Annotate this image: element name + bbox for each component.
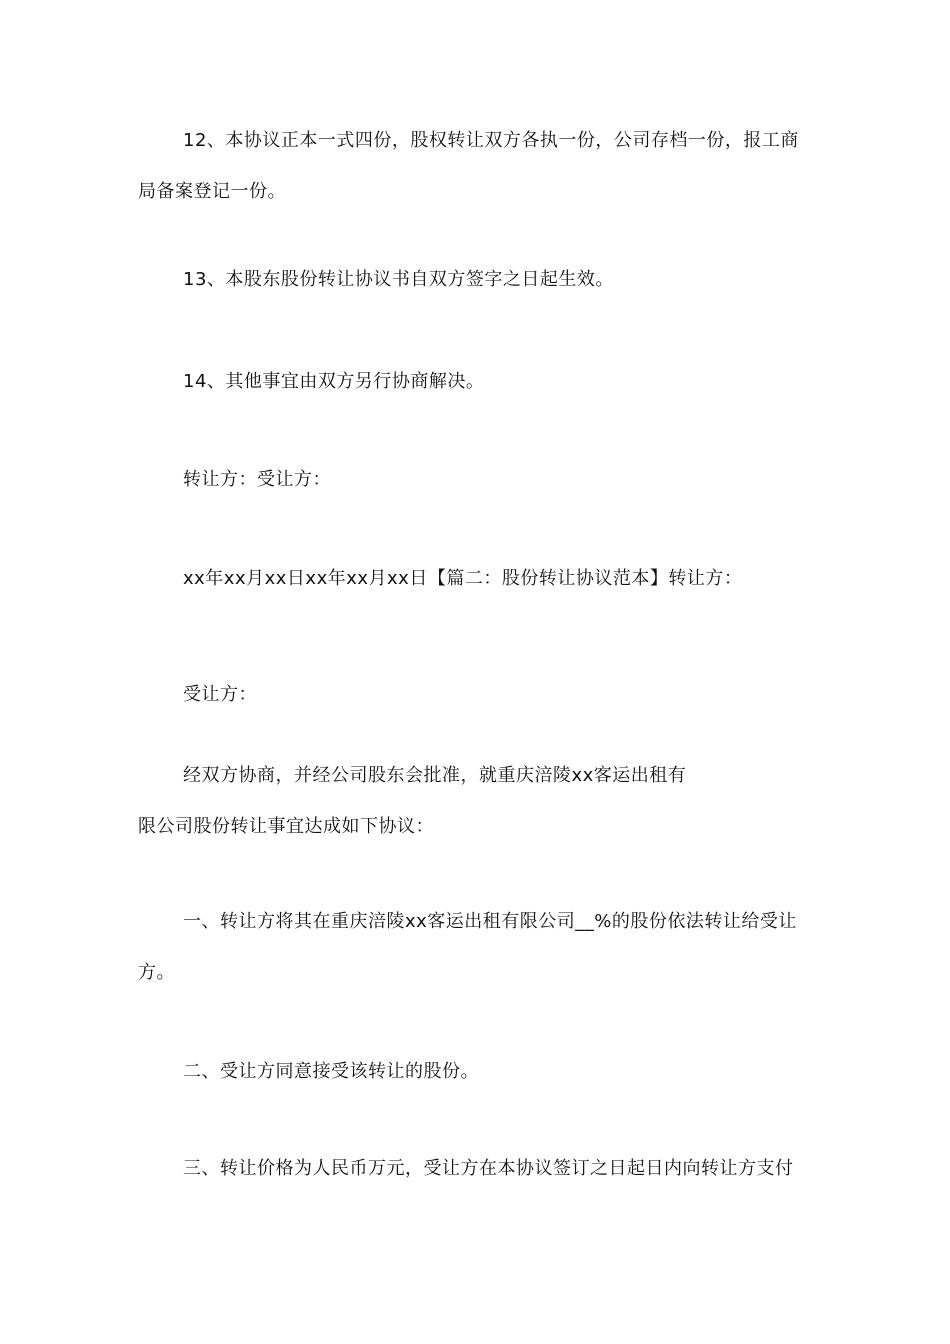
article-1-line-2: 方。 (138, 962, 175, 983)
article-2: 二、受让方同意接受该转让的股份。 (183, 1061, 479, 1082)
date-and-section-heading: xx年xx月xx日xx年xx月xx日【篇二：股份转让协议范本】转让方： (183, 568, 743, 589)
article-3-line-1: 三、转让价格为人民币万元，受让方在本协议签订之日起日内向转让方支付 (183, 1158, 794, 1179)
article-1-line-1: 一、转让方将其在重庆涪陵xx客运出租有限公司__%的股份依法转让给受让 (183, 911, 797, 932)
clause-14: 14、其他事宜由双方另行协商解决。 (183, 371, 485, 392)
preamble-line-1: 经双方协商，并经公司股东会批准，就重庆涪陵xx客运出租有 (183, 765, 687, 786)
clause-12-line-2: 局备案登记一份。 (138, 181, 286, 202)
clause-13: 13、本股东股份转让协议书自双方签字之日起生效。 (183, 269, 614, 290)
preamble-line-2: 限公司股份转让事宜达成如下协议： (138, 816, 434, 837)
clause-12-line-1: 12、本协议正本一式四份，股权转让双方各执一份，公司存档一份，报工商 (183, 130, 799, 151)
signature-parties: 转让方：受让方： (183, 469, 331, 490)
transferee-label: 受让方： (183, 684, 257, 705)
